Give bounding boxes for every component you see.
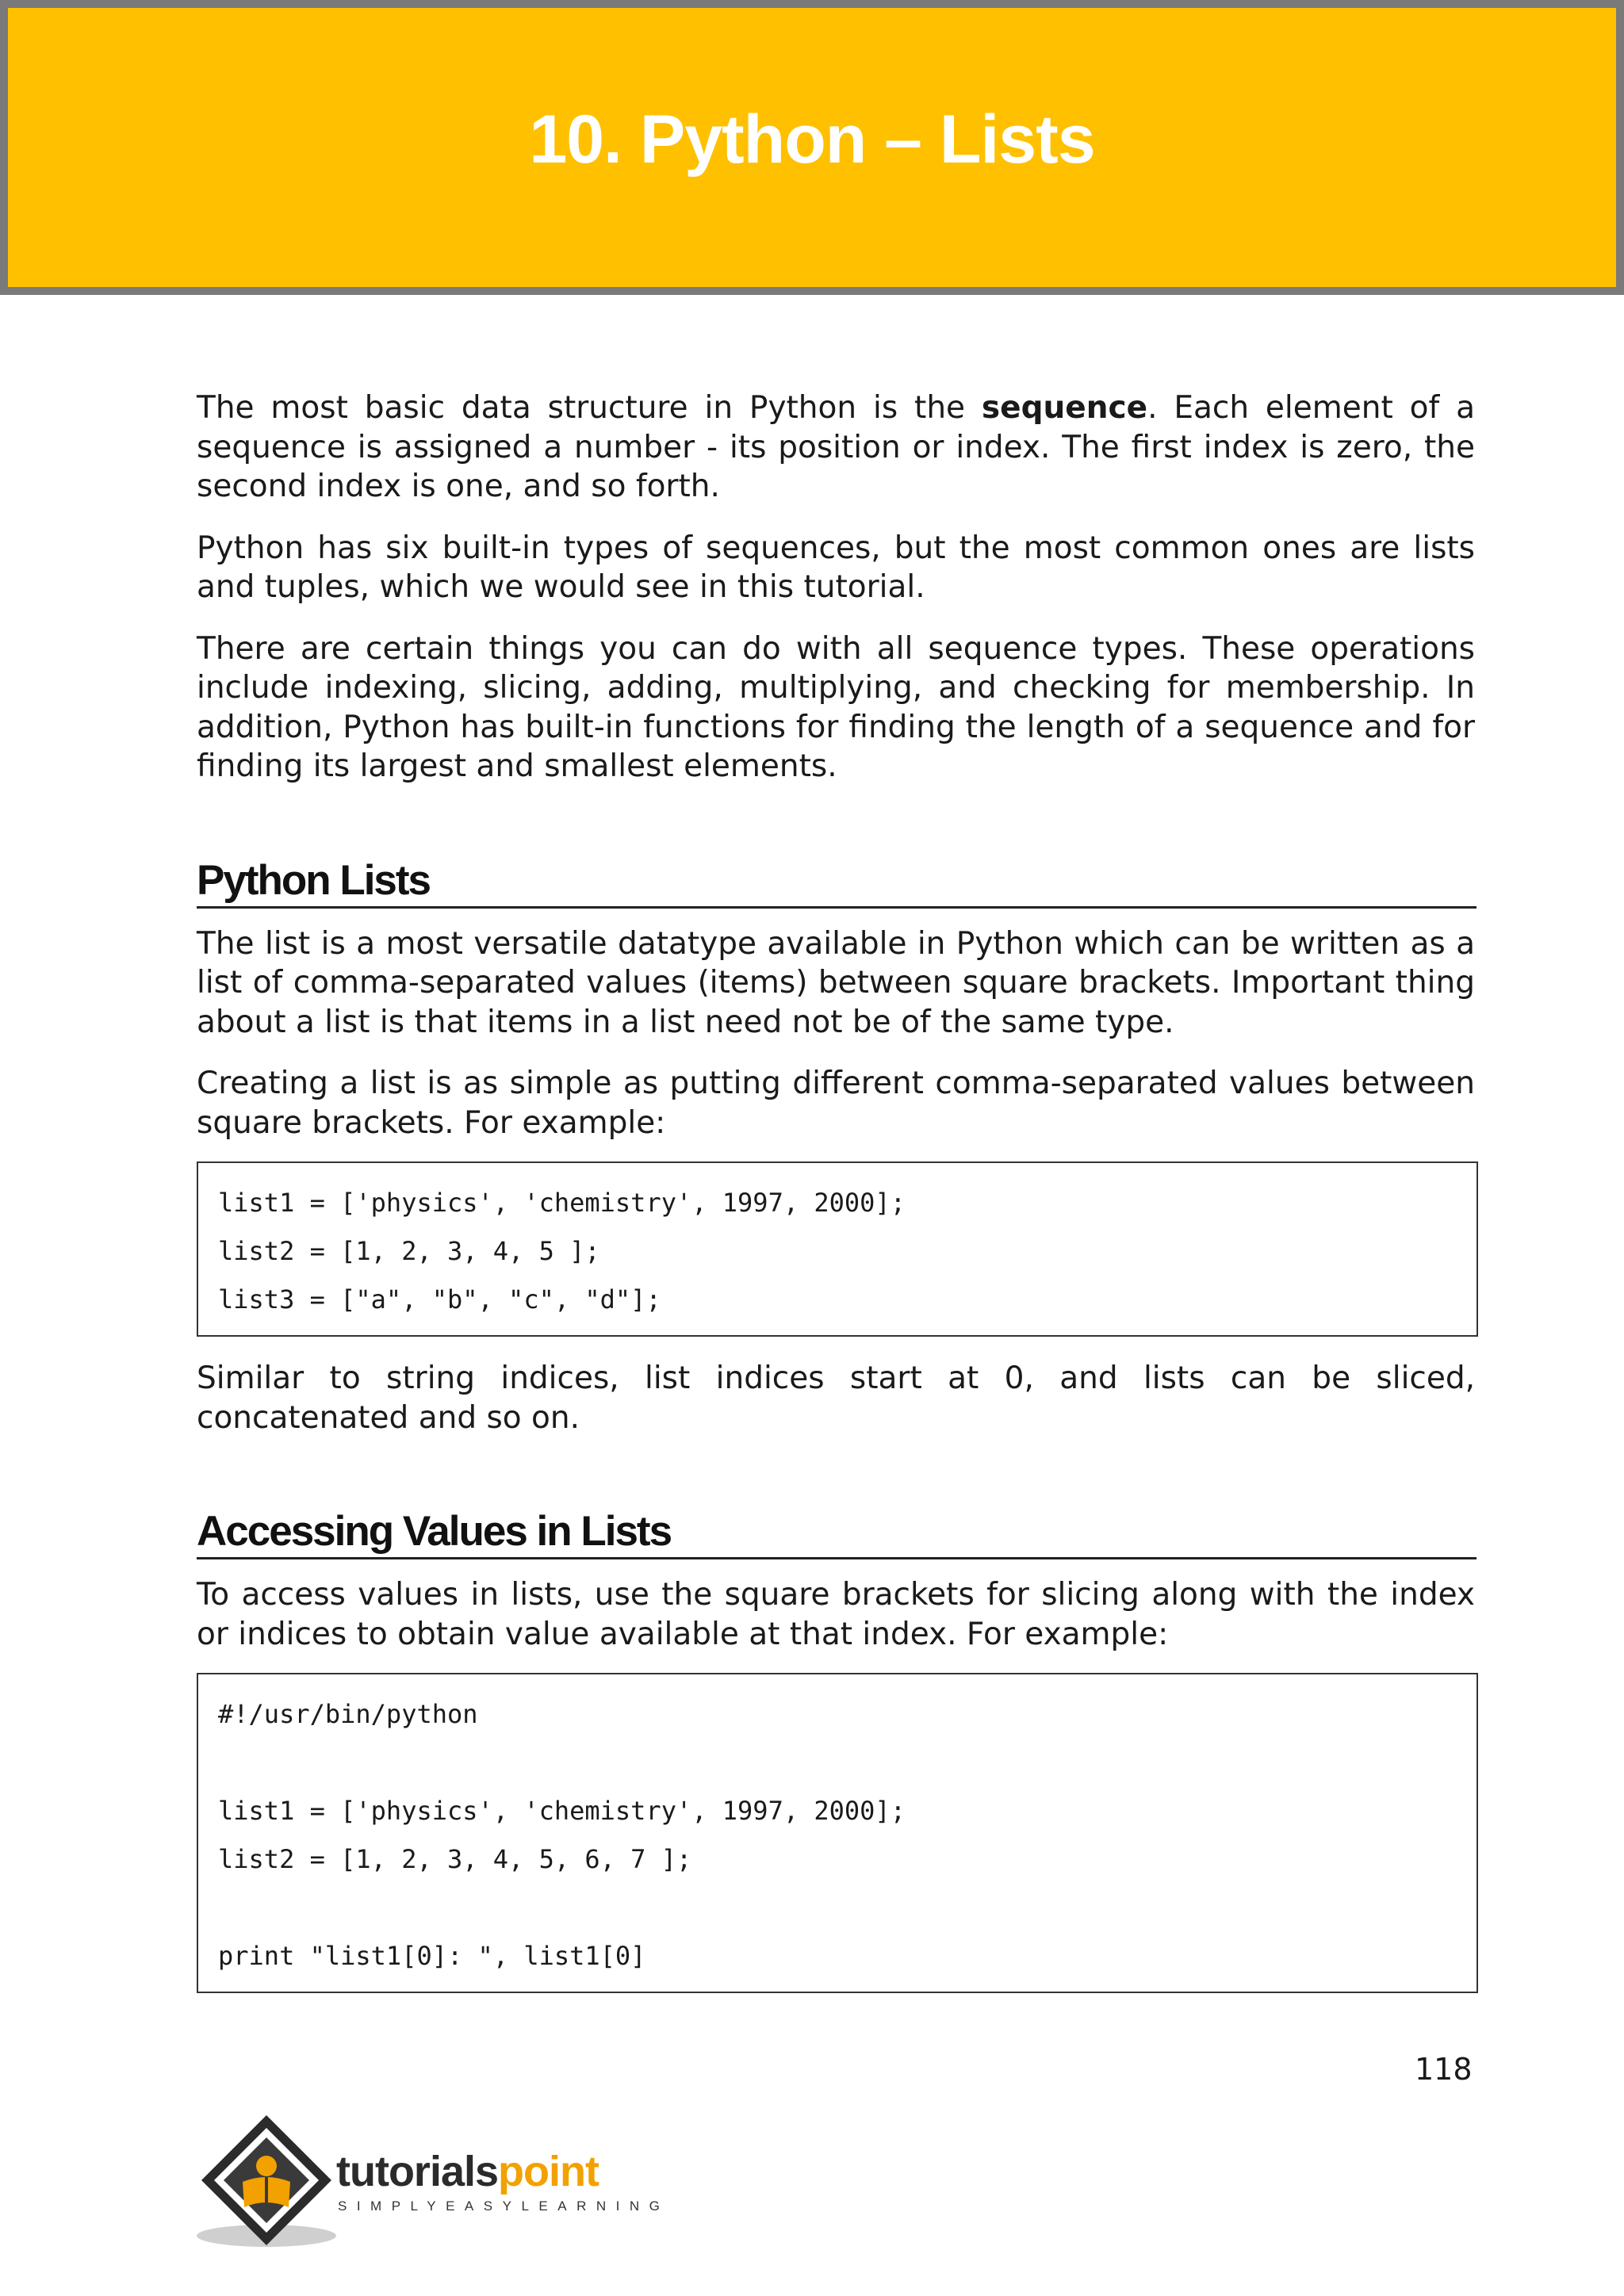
code-line	[218, 1884, 1457, 1932]
section-heading-python-lists: Python Lists	[197, 856, 1477, 909]
page-number: 118	[1415, 2052, 1473, 2087]
code-line: list1 = ['physics', 'chemistry', 1997, 2000];	[218, 1796, 906, 1826]
logo-wordmark: tutorialspoint	[336, 2148, 599, 2195]
intro-paragraph-3: There are certain things you can do with all sequence types. These operations include indexing, slicing, adding, multiplying, and checking for membership. In addition, Python has built-in functions for finding the length of a sequence and for finding its largest and smallest elements.	[197, 630, 1475, 784]
logo-tagline: SIMPLYEASYLEARNING	[338, 2198, 670, 2214]
chapter-banner	[0, 0, 1624, 295]
code-line: list2 = [1, 2, 3, 4, 5, 6, 7 ];	[218, 1844, 692, 1874]
page-content	[197, 388, 1475, 2015]
logo-diamond-icon	[195, 2109, 338, 2252]
code-block-2	[197, 1673, 1478, 1993]
section1-paragraph-3: Similar to string indices, list indices start at 0, and lists can be sliced, concatenated and so on.	[197, 1360, 1475, 1436]
code-line: list2 = [1, 2, 3, 4, 5 ];	[218, 1236, 600, 1266]
intro-paragraph-1: The most basic data structure in Python is the sequence. Each element of a sequence is assigned a number - its position or index. The first index is zero, the second index is one, and so forth.	[197, 390, 1475, 504]
code-line: #!/usr/bin/python	[218, 1699, 478, 1729]
section1-paragraph-1: The list is a most versatile datatype available in Python which can be written as a list of comma-separated values (items) between square brackets. Important thing about a list is that items in a list need not be of the same type.	[197, 925, 1475, 1040]
section2-paragraph-1: To access values in lists, use the square brackets for slicing along with the index or indices to obtain value available at that index. For example:	[197, 1577, 1475, 1652]
code-block-1	[197, 1161, 1478, 1337]
section-heading-accessing-values: Accessing Values in Lists	[197, 1507, 1477, 1559]
code-line: list3 = ["a", "b", "c", "d"];	[218, 1284, 661, 1314]
section1-paragraph-2: Creating a list is as simple as putting different comma-separated values between square brackets. For example:	[197, 1066, 1475, 1141]
code-line: list1 = ['physics', 'chemistry', 1997, 2000];	[218, 1188, 906, 1218]
code-line: print "list1[0]: ", list1[0]	[218, 1941, 646, 1971]
tutorialspoint-logo	[195, 2109, 687, 2252]
intro-paragraph-2: Python has six built-in types of sequences, but the most common ones are lists and tuples, which we would see in this tutorial.	[197, 530, 1475, 605]
bold-term: sequence	[981, 390, 1148, 426]
code-line	[218, 1739, 1457, 1787]
chapter-title: 10. Python – Lists	[529, 101, 1095, 178]
